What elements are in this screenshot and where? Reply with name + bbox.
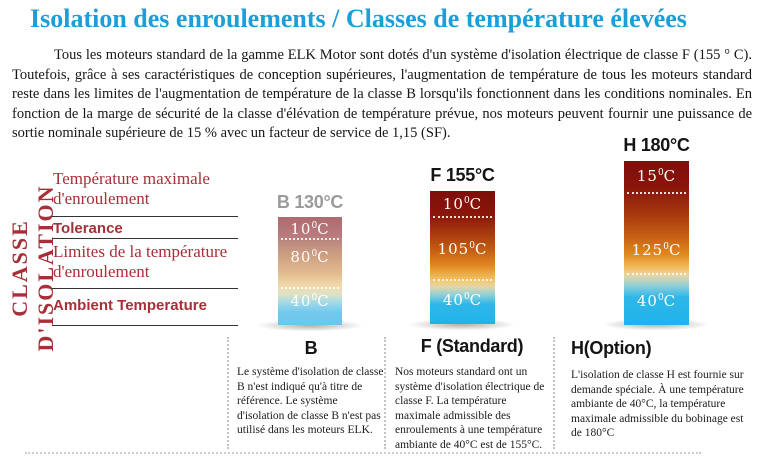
footnote-heading-class-b: B [304,338,318,358]
segment-separator-dotted-line [281,238,339,240]
row-label-max-winding-temperature: Température maximale d'enroulement [53,169,210,208]
segment-unit: C [317,220,330,238]
column-separator-dotted [553,337,555,449]
segment-label-ambient [278,292,342,310]
degree-superscript: 0 [657,293,664,303]
intro-paragraph: Tous les moteurs standard de la gamme ELK Motor sont dotés d'un système d'isolation électrique de classe F (155 ° C). Toutefois, grâce à ses caractéristiques de conception supérieures, l'augmentation de température de tous les moteurs standard reste dans les limites de l'augmentation de température de la classe B lorsqu'ils fonctionnent dans les conditions nominales. En fonction de la marge de sécurité de la classe d'élévation de température prévue, nos moteurs peuvent fournir une puissance de sortie nominale supérieure de 15 % avec un facteur de service de 1,15 (SF). [12,47,752,141]
segment-value: 10 [290,220,312,238]
segment-unit: C [317,248,330,266]
segment-label-tolerance [624,167,689,185]
footnote-text-class-h: L'isolation de classe H est fournie sur demande spéciale. À une température ambiante de 40°C, la température maximale admissible du bobinage est de 180°C [571,369,744,439]
segment-label-winding-limit [430,240,495,258]
bar-header-class-f: F 155°C [430,165,495,185]
bottom-dotted-divider [25,452,701,454]
degree-superscript: 0 [657,168,664,178]
divider-line [52,288,238,289]
segment-value: 40 [442,291,464,309]
segment-unit: C [668,241,682,259]
segment-unit: C [663,167,677,185]
segment-value: 80 [290,248,312,266]
segment-value: 105 [437,240,470,258]
segment-separator-dotted-line [627,192,686,194]
stacked-bar-class-h [624,161,689,325]
segment-unit: C [474,240,488,258]
footnote-heading-class-f: F (Standard) [420,336,524,356]
footnote-text-class-f: Nos moteurs standard ont un système d'isolation électrique de classe F. La température maximale admissible des enroulements à une température ambiante de 40°C est de 155°C. [395,366,545,451]
segment-label-tolerance [278,220,342,238]
segment-label-winding-limit [278,248,342,266]
degree-superscript: 0 [469,241,475,251]
stacked-bar-class-f [430,191,495,324]
page-title: Isolation des enroulements / Classes de température élevées [30,4,687,33]
segment-separator-dotted-line [433,216,492,218]
bar-header-class-b: B 130°C [276,192,344,212]
segment-value: 40 [290,292,312,310]
divider-line [52,216,238,217]
segment-unit: C [317,292,330,310]
footnote-heading-class-h: H(Option) [571,338,652,358]
bar-header-class-h: H 180°C [623,135,690,155]
degree-superscript: 0 [663,242,669,252]
degree-superscript: 0 [311,293,318,303]
column-separator-dotted [227,337,229,449]
segment-separator-dotted-line [433,279,492,281]
row-label-ambient-temperature: Ambient Temperature [53,297,207,314]
row-label-tolerance: Tolerance [53,220,123,237]
stacked-bar-class-b [278,217,342,325]
row-label-winding-temperature-limits: Limites de la température d'enroulement [53,242,228,281]
footnote-text-class-b: Le système d'isolation de classe B n'est indiqué qu'à titre de référence. Le système d'isolation de classe B n'est pas utilisé dans les moteurs ELK. [237,366,384,436]
segment-label-winding-limit [624,241,689,259]
segment-label-ambient [624,292,689,310]
segment-separator-dotted-line [281,287,339,289]
segment-unit: C [663,292,677,310]
vertical-axis-title: CLASSE D'ISOLATION [7,184,58,352]
segment-value: 40 [636,292,658,310]
segment-unit: C [469,291,483,309]
divider-line [52,325,238,326]
segment-value: 10 [442,195,464,213]
segment-separator-dotted-line [627,273,686,275]
degree-superscript: 0 [463,292,470,302]
degree-superscript: 0 [311,249,318,259]
degree-superscript: 0 [463,196,470,206]
segment-value: 125 [631,241,664,259]
degree-superscript: 0 [311,221,318,231]
segment-unit: C [469,195,483,213]
segment-value: 15 [636,167,658,185]
divider-line [52,238,238,239]
segment-label-ambient [430,291,495,309]
segment-label-tolerance [430,195,495,213]
